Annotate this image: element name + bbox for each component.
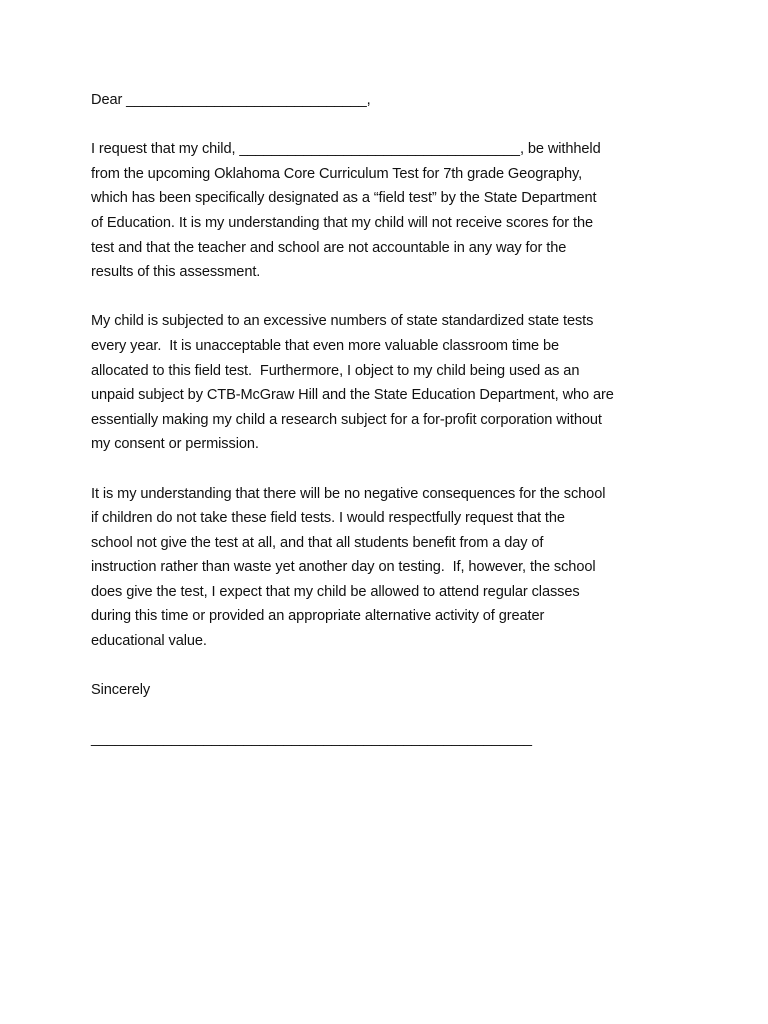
text-line: my consent or permission. [91, 436, 259, 453]
letter-body [91, 88, 691, 752]
text-line: if children do not take these field tests. I would respectfully request that the [91, 510, 565, 527]
paragraph-request [91, 137, 691, 285]
text-line: educational value. [91, 633, 207, 650]
paragraph-gap [91, 654, 691, 679]
text-line: unpaid subject by CTB-McGraw Hill and the State Education Department, who are [91, 387, 614, 404]
text-line: school not give the test at all, and that all students benefit from a day of [91, 534, 544, 551]
paragraph-alternative [91, 482, 691, 654]
text-line: allocated to this field test. Furthermore, I object to my child being used as an [91, 362, 580, 379]
text-line: every year. It is unacceptable that even more valuable classroom time be [91, 337, 560, 354]
text-line: essentially making my child a research subject for a for-profit corporation without [91, 411, 602, 428]
text-line: test and that the teacher and school are not accountable in any way for the [91, 239, 567, 256]
signature-line: _______________________________________________________ [91, 731, 532, 748]
closing: Sincerely [91, 682, 151, 699]
paragraph-objection [91, 309, 691, 457]
text-line: which has been specifically designated as a “field test” by the State Department [91, 190, 597, 207]
text-line: I request that my child, ___________________________________, be withheld [91, 141, 601, 158]
paragraph-gap [91, 457, 691, 482]
text-line: instruction rather than waste yet another day on testing. If, however, the school [91, 559, 596, 576]
paragraph-gap [91, 703, 691, 728]
paragraph-gap [91, 285, 691, 310]
paragraph-gap [91, 113, 691, 138]
text-line: My child is subjected to an excessive numbers of state standardized state tests [91, 313, 594, 330]
salutation: Dear ______________________________, [91, 92, 371, 108]
text-line: It is my understanding that there will be no negative consequences for the school [91, 485, 606, 502]
text-line: of Education. It is my understanding that my child will not receive scores for the [91, 214, 594, 231]
text-line: does give the test, I expect that my child be allowed to attend regular classes [91, 583, 580, 600]
text-line: during this time or provided an appropriate alternative activity of greater [91, 608, 545, 625]
text-line: results of this assessment. [91, 264, 261, 281]
text-line: from the upcoming Oklahoma Core Curriculum Test for 7th grade Geography, [91, 165, 583, 182]
